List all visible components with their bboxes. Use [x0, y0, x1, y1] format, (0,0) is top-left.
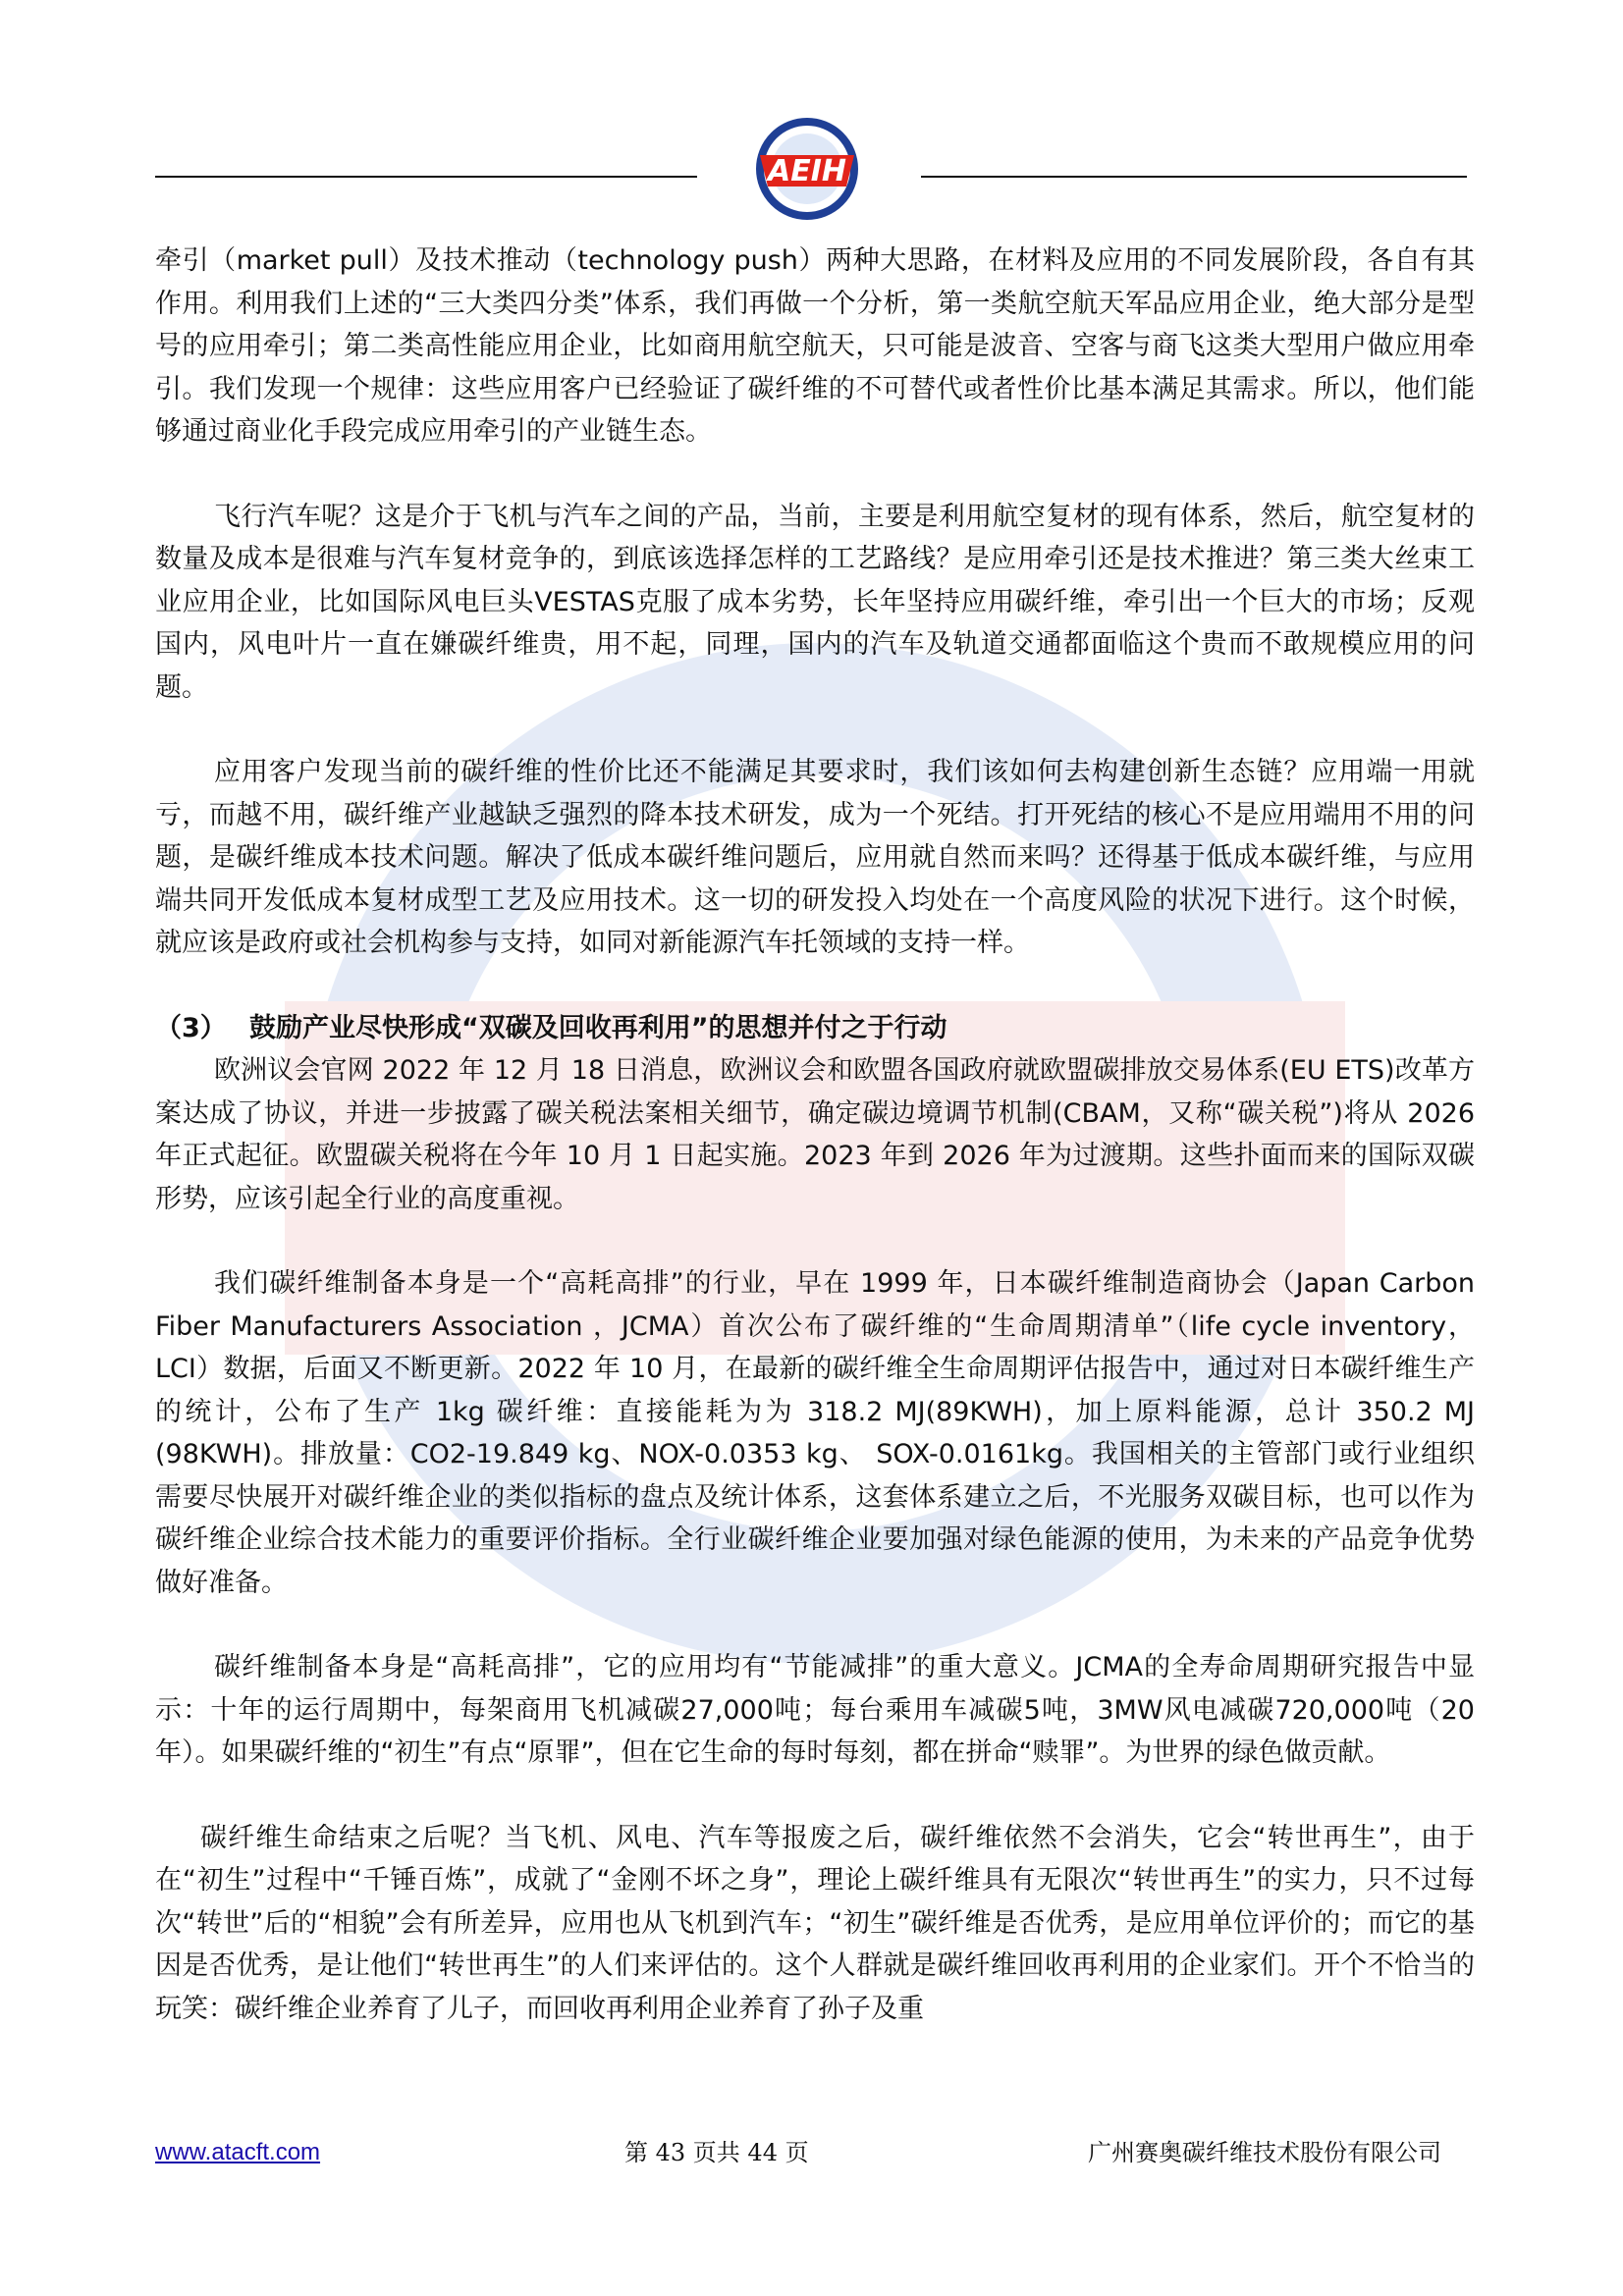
section-heading: [155, 1007, 1475, 1050]
paragraph: 牵引（market pull）及技术推动（technology push）两种大思路，在材料及应用的不同发展阶段，各自有其作用。利用我们上述的“三大类四分类”体系，我们再做一个分析，第一类航空航天军品应用企业，绝大部分是型号的应用牵引；第二类高性能应用企业，比如商用航空航天，只可能是波音、空客与商飞这类大型用户做应用牵引。我们发现一个规律：这些应用客户已经验证了碳纤维的不可替代或者性价比基本满足其需求。所以，他们能够通过商业化手段完成应用牵引的产业链生态。: [155, 245, 1475, 447]
page-number: 第 43 页共 44 页: [624, 2139, 809, 2166]
paragraph: 我们碳纤维制备本身是一个“高耗高排”的行业，早在 1999 年，日本碳纤维制造商协会（Japan Carbon Fiber Manufacturers Association ，JCMA）首次公布了碳纤维的“生命周期清单”（life cycle inventory，LCI）数据，后面又不断更新。2022 年 10 月，在最新的碳纤维全生命周期评估报告中，通过对日本碳纤维生产的统计，公布了生产 1kg 碳纤维：直接能耗为为 318.2 MJ(89KWH)，加上原料能源，总计 350.2 MJ (98KWH)。排放量：CO2-19.849 kg、NOX-0.0353 kg、 SOX-0.0161kg。我国相关的主管部门或行业组织需要尽快展开对碳纤维企业的类似指标的盘点及统计体系，这套体系建立之后，不光服务双碳目标，也可以作为碳纤维企业综合技术能力的重要评价指标。全行业碳纤维企业要加强对绿色能源的使用，为未来的产品竞争优势做好准备。: [155, 1268, 1475, 1598]
paragraph: 应用客户发现当前的碳纤维的性价比还不能满足其要求时，我们该如何去构建创新生态链？应用端一用就亏，而越不用，碳纤维产业越缺乏强烈的降本技术研发，成为一个死结。打开死结的核心不是应用端用不用的问题，是碳纤维成本技术问题。解决了低成本碳纤维问题后，应用就自然而来吗？还得基于低成本碳纤维，与应用端共同开发低成本复材成型工艺及应用技术。这一切的研发投入均处在一个高度风险的状况下进行。这个时候，就应该是政府或社会机构参与支持，如同对新能源汽车托领域的支持一样。: [155, 757, 1475, 958]
section-number: （3）: [155, 1012, 227, 1043]
header-rule-right: [921, 176, 1467, 178]
paragraph: 碳纤维生命结束之后呢？当飞机、风电、汽车等报废之后，碳纤维依然不会消失，它会“转世再生”，由于在“初生”过程中“千锤百炼”，成就了“金刚不坏之身”，理论上碳纤维具有无限次“转世再生”的实力，只不过每次“转世”后的“相貌”会有所差异，应用也从飞机到汽车；“初生”碳纤维是否优秀，是应用单位评价的；而它的基因是否优秀，是让他们“转世再生”的人们来评估的。这个人群就是碳纤维回收再利用的企业家们。开个不恰当的玩笑：碳纤维企业养育了儿子，而回收再利用企业养育了孙子及重: [155, 1822, 1475, 2024]
company-name: 广州赛奥碳纤维技术股份有限公司: [1088, 2139, 1441, 2166]
aeih-logo: [744, 114, 870, 228]
paragraph: 欧洲议会官网 2022 年 12 月 18 日消息，欧洲议会和欧盟各国政府就欧盟碳排放交易体系(EU ETS)改革方案达成了协议，并进一步披露了碳关税法案相关细节，确定碳边境调节机制(CBAM，又称“碳关税”)将从 2026 年正式起征。欧盟碳关税将在今年 10 月 1 日起实施。2023 年到 2026 年为过渡期。这些扑面而来的国际双碳形势，应该引起全行业的高度重视。: [155, 1055, 1475, 1214]
svg-text:AEIH: AEIH: [768, 154, 846, 188]
paragraph: 飞行汽车呢？这是介于飞机与汽车之间的产品，当前，主要是利用航空复材的现有体系，然后，航空复材的数量及成本是很难与汽车复材竞争的，到底该选择怎样的工艺路线？是应用牵引还是技术推进？第三类大丝束工业应用企业，比如国际风电巨头VESTAS克服了成本劣势，长年坚持应用碳纤维，牵引出一个巨大的市场；反观国内，风电叶片一直在嫌碳纤维贵，用不起，同理，国内的汽车及轨道交通都面临这个贵而不敢规模应用的问题。: [155, 501, 1475, 703]
paragraph: 碳纤维制备本身是“高耗高排”，它的应用均有“节能减排”的重大意义。JCMA的全寿命周期研究报告中显示：十年的运行周期中，每架商用飞机减碳27,000吨；每台乘用车减碳5吨，3MW风电减碳720,000吨（20年）。如果碳纤维的“初生”有点“原罪”，但在它生命的每时每刻，都在拼命“赎罪”。为世界的绿色做贡献。: [155, 1652, 1475, 1768]
document-body: [155, 240, 1475, 2030]
header-rule-left: [155, 176, 697, 178]
section-title: 鼓励产业尽快形成“双碳及回收再利用”的思想并付之于行动: [249, 1012, 947, 1043]
website-link[interactable]: www.atacft.com: [155, 2139, 321, 2165]
